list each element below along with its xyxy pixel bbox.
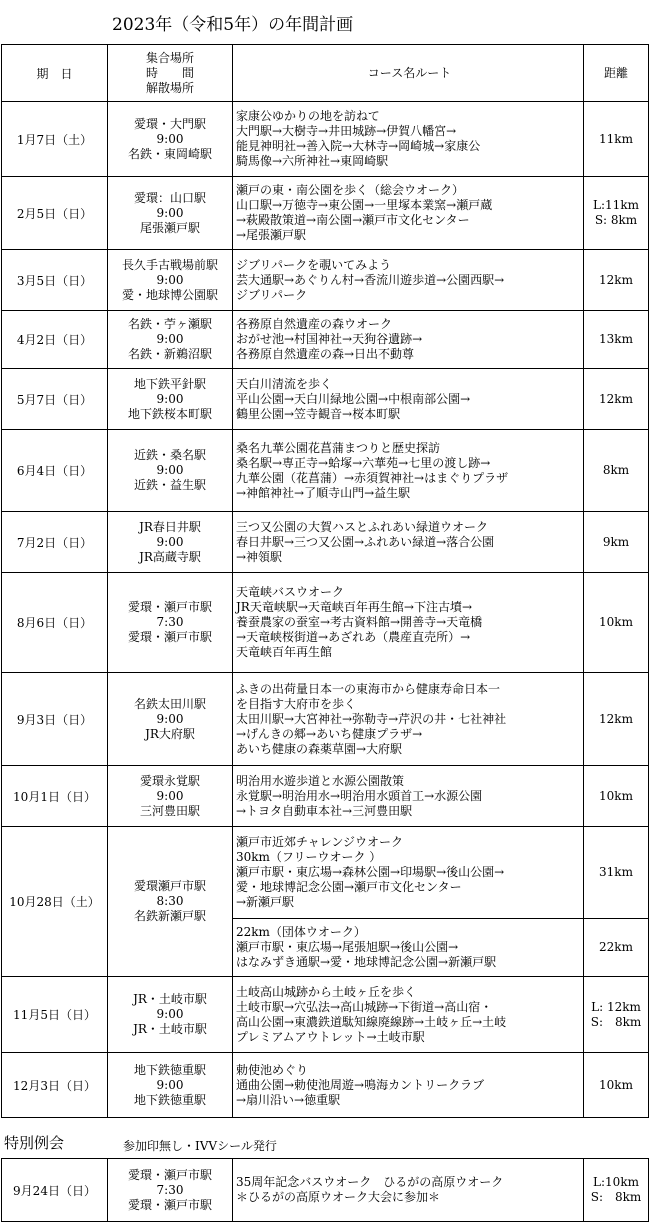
distance: L:11km S: 8km — [584, 177, 649, 250]
event-date: 8月6日（日） — [2, 573, 108, 673]
distance: L:10km S: 8km — [584, 1159, 649, 1222]
meeting-place-time: 愛環：山口駅 9:00 尾張瀬戸駅 — [108, 177, 233, 250]
distance: 9km — [584, 512, 649, 573]
meeting-place-time: 地下鉄徳重駅 9:00 地下鉄徳重駅 — [108, 1053, 233, 1118]
meeting-place-time: 近鉄・桑名駅 9:00 近鉄・益生駅 — [108, 430, 233, 512]
meeting-place-time: 名鉄・苧ヶ瀬駅 9:00 名鉄・新鵜沼駅 — [108, 311, 233, 369]
event-date: 4月2日（日） — [2, 311, 108, 369]
distance: 12km — [584, 369, 649, 430]
meeting-place-time: 長久手古戦場前駅 9:00 愛・地球博公園駅 — [108, 250, 233, 311]
distance: 11km — [584, 102, 649, 177]
event-date: 1月7日（土） — [2, 102, 108, 177]
meeting-place-time: 愛環・瀬戸市駅 7:30 愛環・瀬戸市駅 — [108, 1159, 233, 1222]
table-row — [2, 250, 649, 311]
course-route: 各務原自然遺産の森ウオーク おがせ池→村国神社→天狗谷遺跡→ 各務原自然遺産の森→日出不動尊 — [233, 311, 584, 369]
table-row — [2, 827, 649, 919]
event-date: 5月7日（日） — [2, 369, 108, 430]
annual-plan-table — [1, 44, 649, 1118]
distance: 10km — [584, 573, 649, 673]
course-route: 22km（団体ウオーク） 瀬戸市駅・東広場→尾張旭駅→後山公園→ はなみずき通駅→愛・地球博記念公園→新瀬戸駅 — [233, 919, 584, 977]
page-title: 2023年（令和5年）の年間計画 — [112, 15, 354, 35]
course-route: ふきの出荷量日本一の東海市から健康寿命日本一 を目指す大府市を歩く 太田川駅→大宮神社→弥勒寺→芹沢の井・七社神社 →げんきの郷→あいち健康プラザ→ あいち健康の森薬草園→大府駅 — [233, 673, 584, 766]
course-route: 桑名九華公園花菖蒲まつりと歴史探訪 桑名駅→専正寺→蛤塚→六華苑→七里の渡し跡→ 九華公園（花菖蒲）→赤須賀神社→はまぐりプラザ →神館神社→了順寺山門→益生駅 — [233, 430, 584, 512]
course-route: 天竜峡バスウオーク JR天竜峡駅→天竜峡百年再生館→下注古墳→ 養蚕農家の蚕室→考古資料館→開善寺→天竜橋 →天竜峡桜街道→あざれあ（農産直売所）→ 天竜峡百年再生館 — [233, 573, 584, 673]
meeting-place-time: JR春日井駅 9:00 JR高蔵寺駅 — [108, 512, 233, 573]
header-place: 集合場所 時 間 解散場所 — [108, 45, 233, 102]
course-route: 瀬戸市近郊チャレンジウオーク 30km（フリーウオーク ） 瀬戸市駅・東広場→森林公園→印場駅→後山公園→ 愛・地球博記念公園→瀬戸市文化センター →新瀬戸駅 — [233, 827, 584, 919]
distance: 22km — [584, 919, 649, 977]
table-row — [2, 766, 649, 827]
event-date: 10月1日（日） — [2, 766, 108, 827]
table-row — [2, 512, 649, 573]
table-row — [2, 311, 649, 369]
distance: 31km — [584, 827, 649, 919]
meeting-place-time: 愛環瀬戸市駅 8:30 名鉄新瀬戸駅 — [108, 827, 233, 977]
distance: 8km — [584, 430, 649, 512]
course-route: 土岐高山城跡から土岐ヶ丘を歩く 土岐市駅→穴弘法→高山城跡→下街道→高山宿・ 高山公園→東濃鉄道駄知線廃線跡→土岐ヶ丘→土岐 プレミアムアウトレット→土岐市駅 — [233, 977, 584, 1053]
table-row — [2, 1053, 649, 1118]
table-row — [2, 977, 649, 1053]
header-route: コース名ルート — [233, 45, 584, 102]
event-date: 6月4日（日） — [2, 430, 108, 512]
table-header-row — [2, 45, 649, 102]
distance: 10km — [584, 1053, 649, 1118]
table-row — [2, 573, 649, 673]
course-route: 三つ又公園の大賀ハスとふれあい緑道ウオーク 春日井駅→三つ又公園→ふれあい緑道→落合公園 →神領駅 — [233, 512, 584, 573]
meeting-place-time: 愛環・瀬戸市駅 7:30 愛環・瀬戸市駅 — [108, 573, 233, 673]
event-date: 9月3日（日） — [2, 673, 108, 766]
event-date: 9月24日（日） — [2, 1159, 108, 1222]
course-route: 瀬戸の東・南公園を歩く（総会ウオーク） 山口駅→万徳寺→東公園→一里塚本業窯→瀬戸蔵 →萩殿散策道→南公園→瀬戸市文化センター →尾張瀬戸駅 — [233, 177, 584, 250]
event-date: 2月5日（日） — [2, 177, 108, 250]
meeting-place-time: 愛環・大門駅 9:00 名鉄・東岡崎駅 — [108, 102, 233, 177]
header-date: 期 日 — [2, 45, 108, 102]
distance: 12km — [584, 673, 649, 766]
course-route: 明治用水遊歩道と水源公園散策 永覚駅→明治用水→明治用水頭首工→水源公園 →トヨタ自動車本社→三河豊田駅 — [233, 766, 584, 827]
course-route: 35周年記念バスウオーク ひるがの高原ウオーク ＊ひるがの高原ウオーク大会に参加＊ — [233, 1159, 584, 1222]
special-event-table — [1, 1158, 649, 1222]
distance: 12km — [584, 250, 649, 311]
course-route: 天白川清流を歩く 平山公園→天白川緑地公園→中根南部公園→ 鶴里公園→笠寺観音→桜本町駅 — [233, 369, 584, 430]
course-route: 家康公ゆかりの地を訪ねて 大門駅→大樹寺→井田城跡→伊賀八幡宮→ 能見神明社→善入院→大林寺→岡崎城→家康公 騎馬像→六所神社→東岡崎駅 — [233, 102, 584, 177]
meeting-place-time: JR・土岐市駅 9:00 JR・土岐市駅 — [108, 977, 233, 1053]
table-row — [2, 1159, 649, 1222]
special-event-heading: 特別例会 — [4, 1134, 65, 1152]
table-row — [2, 369, 649, 430]
course-route: ジブリパークを覗いてみよう 芸大通駅→あぐりん村→香流川遊歩道→公園西駅→ ジブリパーク — [233, 250, 584, 311]
distance: 10km — [584, 766, 649, 827]
table-row — [2, 430, 649, 512]
meeting-place-time: 愛環永覚駅 9:00 三河豊田駅 — [108, 766, 233, 827]
header-distance: 距離 — [584, 45, 649, 102]
event-date: 11月5日（日） — [2, 977, 108, 1053]
distance: L: 12km S: 8km — [584, 977, 649, 1053]
course-route: 勅使池めぐり 通曲公園→勅使池周遊→鳴海カントリークラブ →扇川沿い→徳重駅 — [233, 1053, 584, 1118]
table-row — [2, 673, 649, 766]
table-row — [2, 177, 649, 250]
meeting-place-time: 名鉄太田川駅 9:00 JR大府駅 — [108, 673, 233, 766]
special-event-note: 参加印無し・IVVシール発行 — [123, 1139, 277, 1153]
event-date: 3月5日（日） — [2, 250, 108, 311]
event-date: 12月3日（日） — [2, 1053, 108, 1118]
table-row — [2, 102, 649, 177]
event-date: 10月28日（土） — [2, 827, 108, 977]
event-date: 7月2日（日） — [2, 512, 108, 573]
meeting-place-time: 地下鉄平針駅 9:00 地下鉄桜本町駅 — [108, 369, 233, 430]
distance: 13km — [584, 311, 649, 369]
